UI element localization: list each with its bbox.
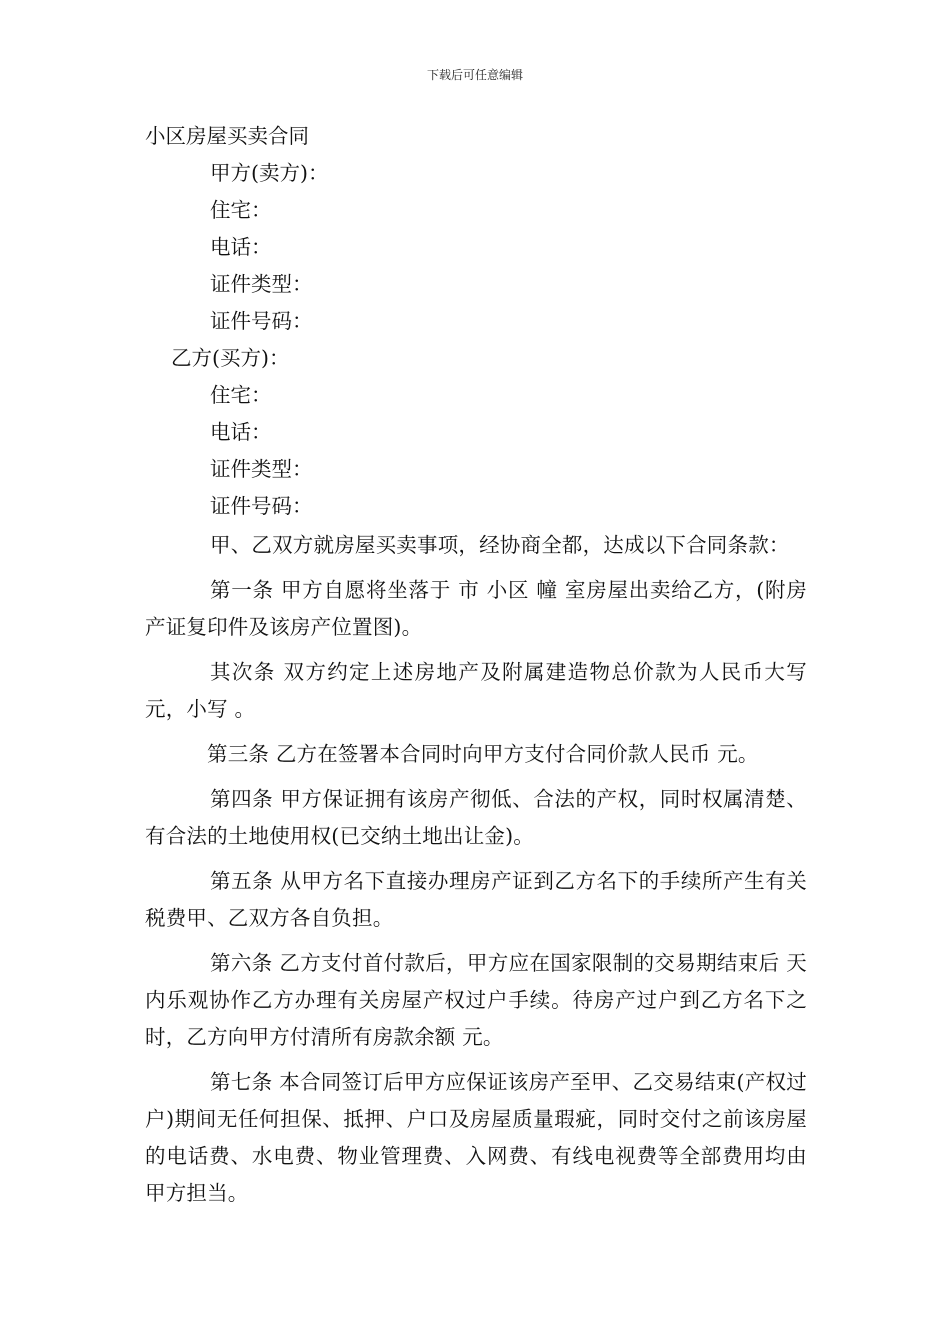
clause-6: 第六条 乙方支付首付款后，甲方应在国家限制的交易期结束后 天内乐观协作乙方办理有关房屋产权过户手续。待房产过户到乙方名下之时，乙方向甲方付清所有房款余额 元。 bbox=[145, 951, 807, 1049]
party-a-phone-field: 电话： bbox=[210, 235, 272, 259]
party-b-label: 乙方(买方)： bbox=[171, 346, 290, 370]
party-a-id-type-field: 证件类型： bbox=[210, 272, 313, 296]
clause-2: 其次条 双方约定上述房地产及附属建造物总价款为人民币大写 元，小写 。 bbox=[145, 660, 807, 721]
document-title: 小区房屋买卖合同 bbox=[145, 124, 309, 148]
party-a-section bbox=[145, 155, 807, 340]
party-a-label: 甲方(卖方)： bbox=[210, 161, 329, 185]
contract-document bbox=[145, 118, 807, 1212]
clause-4: 第四条 甲方保证拥有该房产彻低、合法的产权，同时权属清楚、有合法的土地使用权(已交纳土地出让金)。 bbox=[145, 787, 807, 848]
header-note: 下载后可任意编辑 bbox=[426, 68, 523, 82]
party-a-address-field: 住宅： bbox=[210, 198, 272, 222]
party-b-section bbox=[145, 340, 807, 525]
clause-7: 第七条 本合同签订后甲方应保证该房产至甲、乙交易结束(产权过户)期间无任何担保、抵押、户口及房屋质量瑕疵，同时交付之前该房屋的电话费、水电费、物业管理费、入网费、有线电视费等全部费用均由甲方担当。 bbox=[145, 1070, 807, 1205]
party-b-phone-field: 电话： bbox=[210, 420, 272, 444]
party-b-id-type-field: 证件类型： bbox=[210, 457, 313, 481]
party-b-address-field: 住宅： bbox=[210, 383, 272, 407]
clause-1: 第一条 甲方自愿将坐落于 市 小区 幢 室房屋出卖给乙方，(附房产证复印件及该房产位置图)。 bbox=[145, 578, 807, 639]
clause-5: 第五条 从甲方名下直接办理房产证到乙方名下的手续所产生有关税费甲、乙双方各自负担。 bbox=[145, 869, 807, 930]
party-a-id-number-field: 证件号码： bbox=[210, 309, 313, 333]
clause-3: 第三条 乙方在签署本合同时向甲方支付合同价款人民币 元。 bbox=[207, 742, 759, 766]
party-b-id-number-field: 证件号码： bbox=[210, 494, 313, 518]
intro-paragraph: 甲、乙双方就房屋买卖事项，经协商全都，达成以下合同条款： bbox=[210, 533, 790, 557]
